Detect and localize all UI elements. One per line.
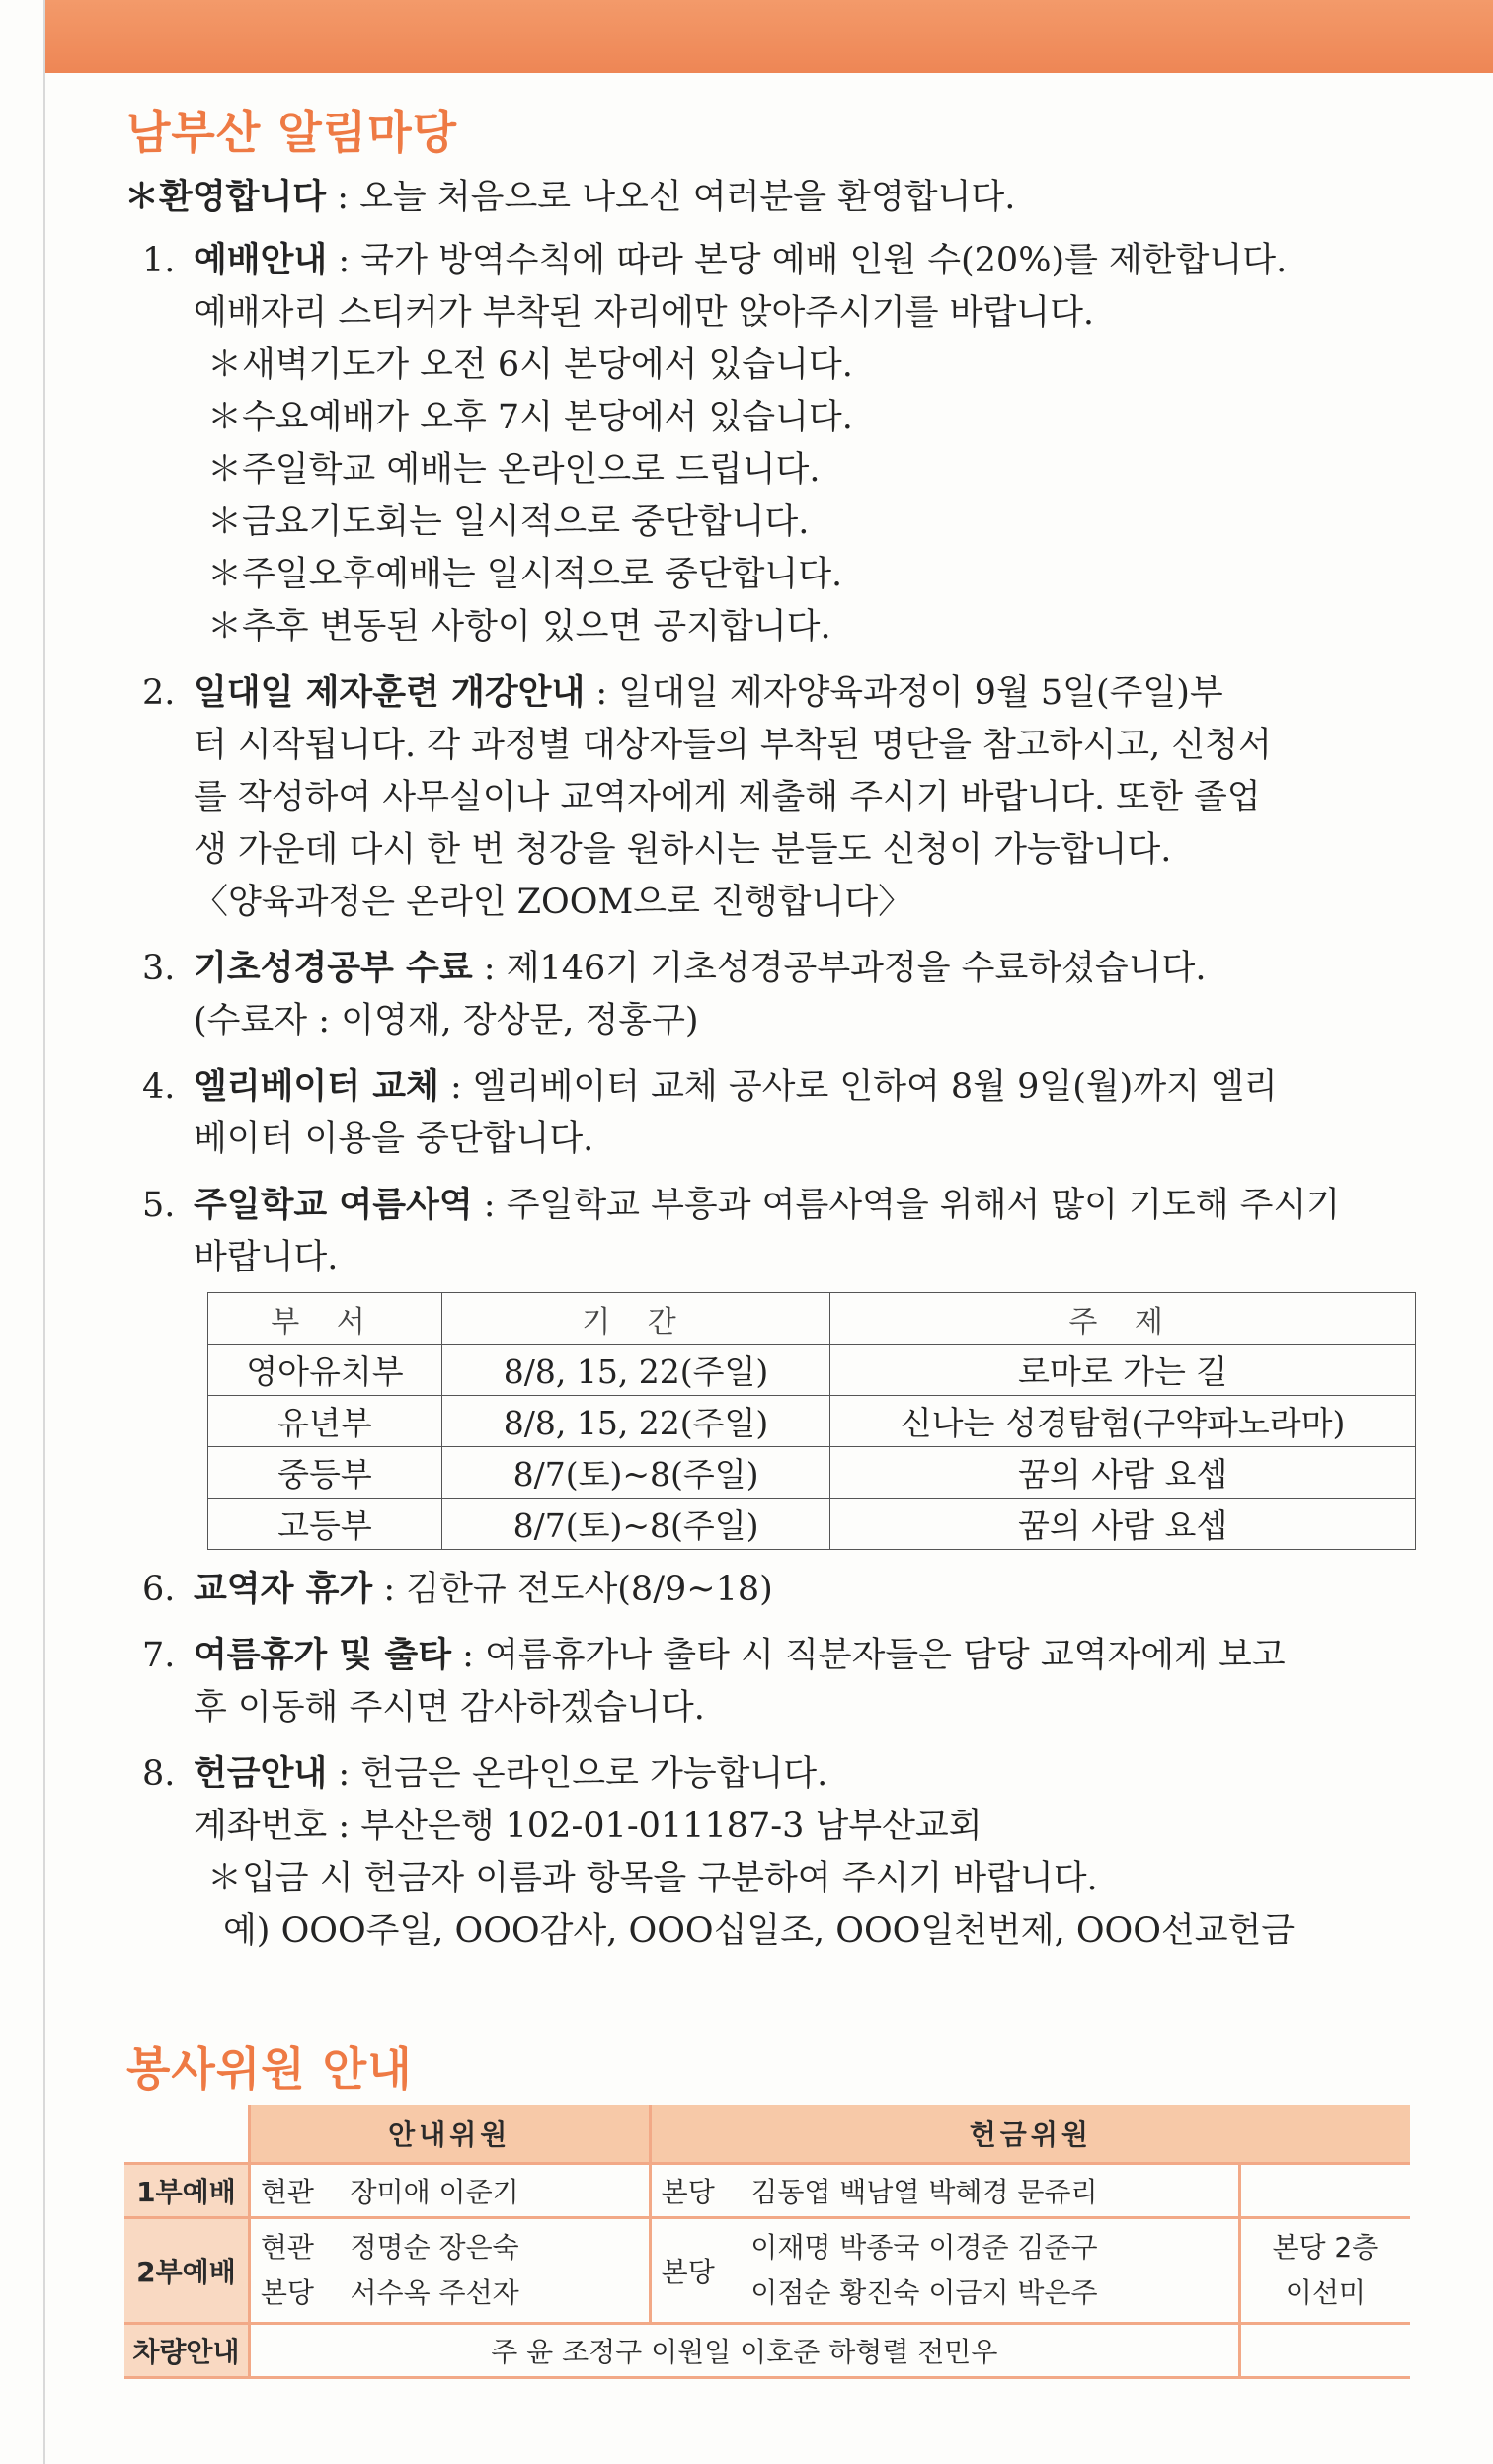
notice-text: : 주일학교 부흥과 여름사역을 위해서 많이 기도해 주시기 [472, 1186, 1341, 1225]
notice-8 [142, 1748, 1416, 1958]
table-row [208, 1345, 1416, 1396]
notice-text: : 국가 방역수칙에 따라 본당 예배 인원 수(20%)를 제한합니다. [327, 241, 1288, 280]
vehicle-names: 주 윤 조정구 이원일 이호준 하형렬 전민우 [249, 2324, 1239, 2378]
notice-number: 4. [142, 1067, 176, 1107]
notice-example: 예) OOO주일, OOO감사, OOO십일조, OOO일천번제, OOO선교헌금 [223, 1911, 1296, 1951]
empty-cell [1239, 2164, 1410, 2218]
notice-number: 3. [142, 949, 176, 988]
notice-number: 6. [142, 1570, 176, 1609]
volunteer-header-row [124, 2105, 1410, 2164]
guide-names: 정명순 장은숙 [350, 2231, 519, 2264]
notice-bullet: ＊추후 변동된 사항이 있으면 공지합니다. [207, 607, 831, 647]
volunteer-row-1 [124, 2164, 1410, 2218]
offering-names: 김동엽 백남열 박혜경 문쥬리 [741, 2164, 1239, 2218]
notice-bullet: ＊입금 시 헌금자 이름과 항목을 구분하여 주시기 바랍니다. [207, 1859, 1098, 1898]
notice-bullet: ＊금요기도회는 일시적으로 중단합니다. [207, 502, 810, 542]
offering-names: 이점순 황진숙 이금지 박은주 [750, 2276, 1098, 2309]
place-label: 현관 [249, 2164, 340, 2218]
notice-number: 5. [142, 1186, 176, 1225]
notice-label: 엘리베이터 교체 [194, 1067, 439, 1107]
notice-label: 여름휴가 및 출타 [194, 1636, 452, 1675]
notice-text: : 제146기 기초성경공부과정을 수료하셨습니다. [472, 949, 1207, 988]
volunteer-row-2 [124, 2218, 1410, 2324]
notice-text: : 일대일 제자양육과정이 9월 5일(주일)부 [585, 673, 1223, 713]
table-cell: 신나는 성경탐험(구약파노라마) [830, 1396, 1416, 1447]
notice-6 [142, 1564, 1416, 1616]
notice-text: : 엘리베이터 교체 공사로 인하여 8월 9일(월)까지 엘리 [438, 1067, 1278, 1107]
offering-names: 이재명 박종국 이경준 김준구 [750, 2231, 1098, 2264]
table-cell: 로마로 가는 길 [830, 1345, 1416, 1396]
notice-number: 1. [142, 241, 176, 280]
notice-1 [142, 235, 1416, 654]
notice-bullet: ＊주일학교 예배는 온라인으로 드립니다. [207, 450, 821, 490]
notice-label: 헌금안내 [194, 1754, 328, 1794]
table-cell: 8/7(토)~8(주일) [441, 1499, 829, 1550]
table-cell: 꿈의 사람 요셉 [830, 1447, 1416, 1499]
notice-number: 7. [142, 1636, 176, 1675]
table-cell: 영아유치부 [208, 1345, 442, 1396]
place-label: 현관 [260, 2231, 314, 2264]
notice-text: (수료자 : 이영재, 장상문, 정홍구) [194, 1001, 699, 1040]
notice-5 [142, 1180, 1416, 1550]
page-title: 남부산 알림마당 [126, 106, 458, 159]
notice-bullet: ＊수요예배가 오후 7시 본당에서 있습니다. [207, 398, 853, 437]
volunteer-table [124, 2105, 1410, 2379]
volunteer-title: 봉사위원 안내 [126, 2042, 413, 2096]
notice-text: 〈양육과정은 온라인 ZOOM으로 진행합니다〉 [194, 883, 913, 922]
place-labels [249, 2218, 340, 2324]
notice-3 [142, 943, 1416, 1047]
notice-number: 2. [142, 673, 176, 713]
notice-list [142, 235, 1416, 1971]
row-label: 1부예배 [124, 2164, 249, 2218]
guide-names-cell [340, 2218, 650, 2324]
notice-text: 를 작성하여 사무실이나 교역자에게 제출해 주시기 바랍니다. 또한 졸업 [194, 778, 1261, 817]
volunteer-corner [124, 2105, 249, 2164]
table-cell: 8/7(토)~8(주일) [441, 1447, 829, 1499]
table-cell: 8/8, 15, 22(주일) [441, 1345, 829, 1396]
extra-cell [1239, 2218, 1410, 2324]
notice-number: 8. [142, 1754, 176, 1794]
notice-text: 후 이동해 주시면 감사하겠습니다. [194, 1688, 705, 1728]
guide-names: 서수옥 주선자 [350, 2276, 519, 2309]
table-header: 주 제 [830, 1293, 1416, 1345]
table-cell: 고등부 [208, 1499, 442, 1550]
table-row [208, 1499, 1416, 1550]
guide-names: 장미애 이준기 [340, 2164, 650, 2218]
place-label: 본당 [650, 2164, 741, 2218]
notice-label: 교역자 휴가 [194, 1570, 373, 1609]
row-label: 차량안내 [124, 2324, 249, 2378]
notice-label: 일대일 제자훈련 개강안내 [194, 673, 586, 713]
notice-text: : 김한규 전도사(8/9~18) [372, 1570, 773, 1609]
page-edge [43, 0, 45, 2464]
notice-bullet: ＊주일오후예배는 일시적으로 중단합니다. [207, 555, 843, 594]
empty-cell [1239, 2324, 1410, 2378]
volunteer-header-offering: 헌금위원 [650, 2105, 1410, 2164]
welcome-asterisk: ＊ [124, 178, 160, 217]
notice-2 [142, 667, 1416, 929]
volunteer-header-guide: 안내위원 [249, 2105, 650, 2164]
notice-text: 바랍니다. [194, 1238, 339, 1277]
welcome-label: 환영합니다 [159, 178, 327, 217]
notice-label: 기초성경공부 수료 [194, 949, 473, 988]
notice-bullet: ＊새벽기도가 오전 6시 본당에서 있습니다. [207, 346, 853, 385]
notice-text: 계좌번호 : 부산은행 102-01-011187-3 남부산교회 [194, 1807, 982, 1846]
offering-names-cell [741, 2218, 1239, 2324]
row-label: 2부예배 [124, 2218, 249, 2324]
notice-text: 생 가운데 다시 한 번 청강을 원하시는 분들도 신청이 가능합니다. [194, 830, 1172, 870]
extra-place: 본당 2층 [1272, 2231, 1379, 2264]
table-row [208, 1396, 1416, 1447]
place-label: 본당 [650, 2218, 741, 2324]
welcome-line [124, 170, 1015, 219]
notice-text: : 헌금은 온라인으로 가능합니다. [327, 1754, 828, 1794]
table-cell: 꿈의 사람 요셉 [830, 1499, 1416, 1550]
table-cell: 중등부 [208, 1447, 442, 1499]
top-color-band [43, 0, 1493, 73]
notice-text: 터 시작됩니다. 각 과정별 대상자들의 부착된 명단을 참고하시고, 신청서 [194, 726, 1272, 765]
extra-name: 이선미 [1285, 2276, 1366, 2309]
notice-text: : 여름휴가나 출타 시 직분자들은 담당 교역자에게 보고 [451, 1636, 1286, 1675]
table-row [208, 1447, 1416, 1499]
table-header: 부 서 [208, 1293, 442, 1345]
notice-4 [142, 1061, 1416, 1166]
notice-text: 예배자리 스티커가 부착된 자리에만 앉아주시기를 바랍니다. [194, 293, 1095, 333]
place-label: 본당 [260, 2276, 314, 2309]
notice-label: 예배안내 [194, 241, 328, 280]
table-header-row [208, 1293, 1416, 1345]
table-cell: 8/8, 15, 22(주일) [441, 1396, 829, 1447]
notice-label: 주일학교 여름사역 [194, 1186, 473, 1225]
notice-7 [142, 1630, 1416, 1734]
summer-ministry-table [207, 1292, 1416, 1550]
volunteer-row-3 [124, 2324, 1410, 2378]
table-header: 기 간 [441, 1293, 829, 1345]
welcome-text: : 오늘 처음으로 나오신 여러분을 환영합니다. [326, 178, 1016, 217]
notice-text: 베이터 이용을 중단합니다. [194, 1119, 594, 1159]
table-cell: 유년부 [208, 1396, 442, 1447]
